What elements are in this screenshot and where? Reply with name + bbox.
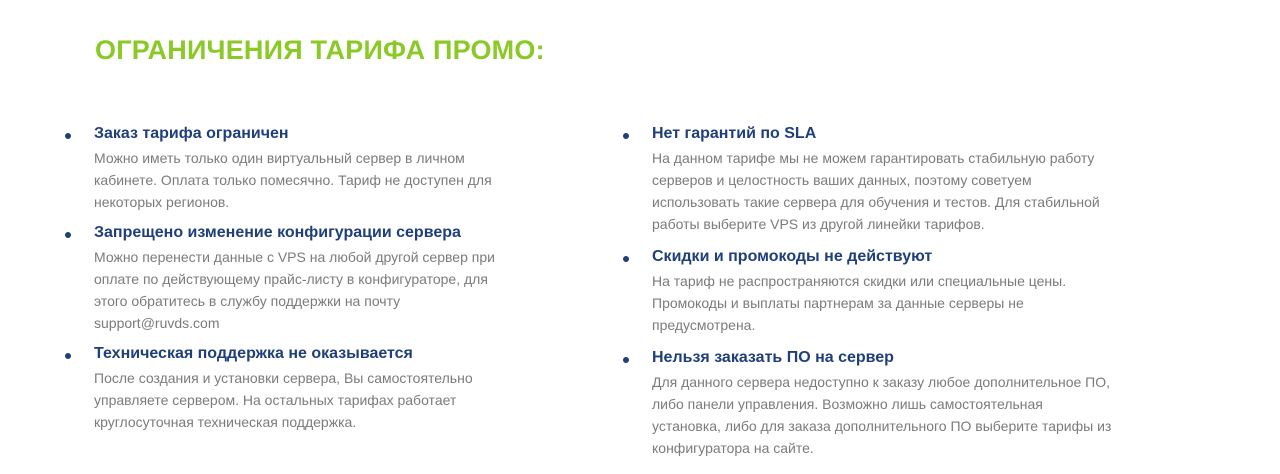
bullet-icon [623, 256, 629, 262]
item-description: Можно иметь только один виртуальный сервер в личном кабинете. Оплата только помесячно. Тариф не доступен для некоторых регионов. [94, 150, 492, 210]
restriction-item-no-sla [620, 125, 1180, 235]
restriction-item-no-discounts [620, 248, 1180, 336]
item-title: Нельзя заказать ПО на сервер [652, 349, 894, 366]
item-title: Запрещено изменение конфигурации сервера [94, 224, 461, 241]
item-description: На данном тарифе мы не можем гарантировать стабильную работу серверов и целостность ваших данных, поэтому советуем использовать такие сервера для обучения и тестов. Для стабильной работы выберите VPS из другой линейки тарифов. [652, 150, 1100, 232]
item-description: Для данного сервера недоступно к заказу любое дополнительное ПО, либо панели управления. Возможно лишь самостоятельная установка, либо для заказа дополнительного ПО выберите тарифы из конфигуратора на сайте. [652, 374, 1112, 456]
page-title: ОГРАНИЧЕНИЯ ТАРИФА ПРОМО: [95, 35, 545, 65]
restriction-item-no-support [62, 345, 562, 433]
restriction-item-no-software [620, 349, 1180, 459]
item-description: Можно перенести данные с VPS на любой другой сервер при оплате по действующему прайс-листу в конфигураторе, для этого обратитесь в службу поддержки на почту support@ruvds.com [94, 249, 495, 331]
item-title: Нет гарантий по SLA [652, 125, 817, 142]
item-description: На тариф не распространяются скидки или специальные цены. Промокоды и выплаты партнерам за данные серверы не предусмотрена. [652, 273, 1067, 333]
bullet-icon [65, 232, 71, 238]
restriction-item-config-change [62, 224, 562, 334]
bullet-icon [623, 357, 629, 363]
bullet-icon [65, 133, 71, 139]
item-title: Заказ тарифа ограничен [94, 125, 289, 142]
item-title: Скидки и промокоды не действуют [652, 248, 933, 265]
bullet-icon [623, 133, 629, 139]
bullet-icon [65, 353, 71, 359]
right-column [620, 124, 1180, 459]
item-description: После создания и установки сервера, Вы самостоятельно управляете сервером. На остальных тарифах работает круглосуточная техническая поддержка. [94, 370, 473, 430]
restriction-item-order-limited [62, 125, 562, 213]
left-column [62, 124, 562, 433]
item-title: Техническая поддержка не оказывается [94, 345, 413, 362]
